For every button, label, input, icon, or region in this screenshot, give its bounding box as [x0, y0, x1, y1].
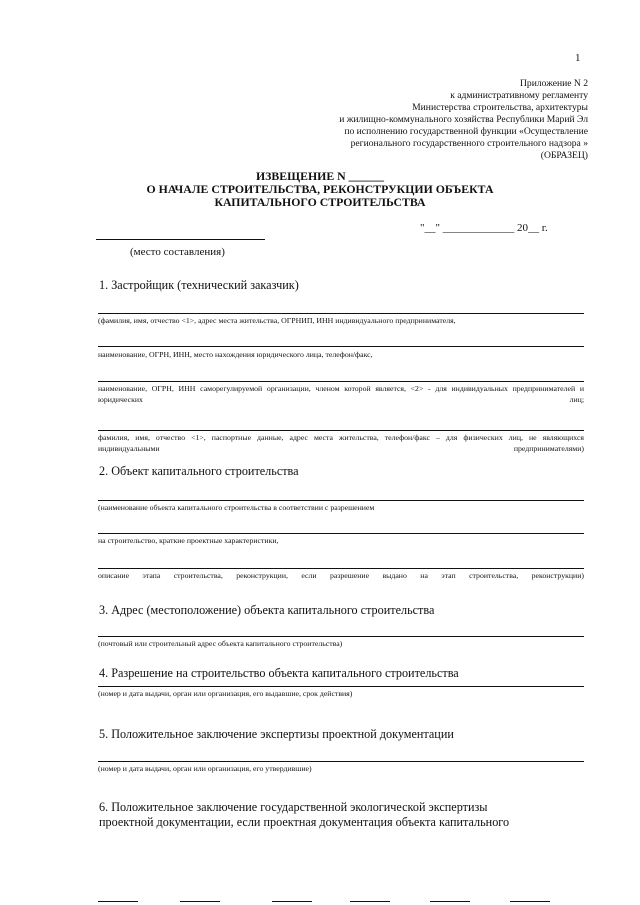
document-subtitle: КАПИТАЛЬНОГО СТРОИТЕЛЬСТВА: [214, 195, 426, 209]
appendix-line: по исполнению государственной функции «Осуществление: [344, 126, 588, 137]
fill-line: [510, 901, 550, 902]
section-2-heading: 2. Объект капитального строительства: [99, 464, 299, 478]
section-4-heading: 4. Разрешение на строительство объекта капитального строительства: [99, 666, 459, 680]
section-1-heading: 1. Застройщик (технический заказчик): [99, 278, 299, 292]
field-caption: наименование, ОГРН, ИНН саморегулируемой организации, членом которой является, <2> - для индивидуальных предпринимателей и юридических лиц;: [98, 384, 584, 404]
page-number: 1: [575, 52, 581, 64]
field-caption: (почтовый или строительный адрес объекта капитального строительства): [98, 639, 343, 648]
appendix-line: (ОБРАЗЕЦ): [540, 150, 588, 161]
appendix-line: регионального государственного строительного надзора »: [350, 138, 588, 149]
section-5-heading: 5. Положительное заключение экспертизы проектной документации: [99, 727, 454, 741]
fill-line: [98, 346, 584, 347]
fill-line: [272, 901, 312, 902]
fill-line: [430, 901, 470, 902]
fill-line: [98, 313, 584, 314]
appendix-line: и жилищно-коммунального хозяйства Республики Марий Эл: [339, 114, 588, 125]
appendix-line: к административному регламенту: [450, 90, 588, 101]
fill-line: [180, 901, 220, 902]
fill-line: [98, 500, 584, 501]
date-field: "__" _____________ 20__ г.: [420, 222, 548, 234]
field-caption: (номер и дата выдачи, орган или организация, его утвердившие): [98, 764, 312, 773]
appendix-line: Министерства строительства, архитектуры: [412, 102, 588, 113]
fill-line: [98, 636, 584, 637]
field-caption: наименование, ОГРН, ИНН, место нахождения юридического лица, телефон/факс,: [98, 350, 373, 359]
appendix-line: Приложение N 2: [519, 78, 588, 89]
section-6-heading: 6. Положительное заключение государственной экологической экспертизы проектной документации, если проектная документация объекта капитального: [99, 800, 510, 829]
section-3-heading: 3. Адрес (местоположение) объекта капитального строительства: [99, 603, 435, 617]
fill-line: [98, 901, 138, 902]
field-caption: описание этапа строительства, реконструкции, если разрешение выдано на этап строительства, реконструкции): [98, 571, 584, 580]
field-caption: на строительство, краткие проектные характеристики,: [98, 536, 279, 545]
fill-line: [98, 533, 584, 534]
fill-line: [98, 761, 584, 762]
field-caption: фамилия, имя, отчество <1>, паспортные данные, адрес места жительства, телефон/факс – для физических лиц, не являющихся индивидуальными предпринимателями): [98, 433, 584, 453]
field-caption: (фамилия, имя, отчество <1>, адрес места жительства, ОГРНИП, ИНН индивидуального предпринимателя,: [98, 316, 456, 325]
fill-line: [98, 381, 584, 382]
place-fill-line: [96, 239, 265, 240]
place-caption: (место составления): [130, 246, 225, 258]
fill-line: [98, 686, 584, 687]
fill-line: [98, 568, 584, 569]
field-caption: (наименование объекта капитального строительства в соответствии с разрешением: [98, 503, 375, 512]
fill-line: [350, 901, 390, 902]
field-caption: (номер и дата выдачи, орган или организация, его выдавшие, срок действия): [98, 689, 353, 698]
fill-line: [98, 430, 584, 431]
document-title: ИЗВЕЩЕНИЕ N ______: [256, 169, 384, 183]
appendix-header: [288, 78, 588, 162]
document-subtitle: О НАЧАЛЕ СТРОИТЕЛЬСТВА, РЕКОНСТРУКЦИИ ОБЪЕКТА: [146, 182, 494, 196]
